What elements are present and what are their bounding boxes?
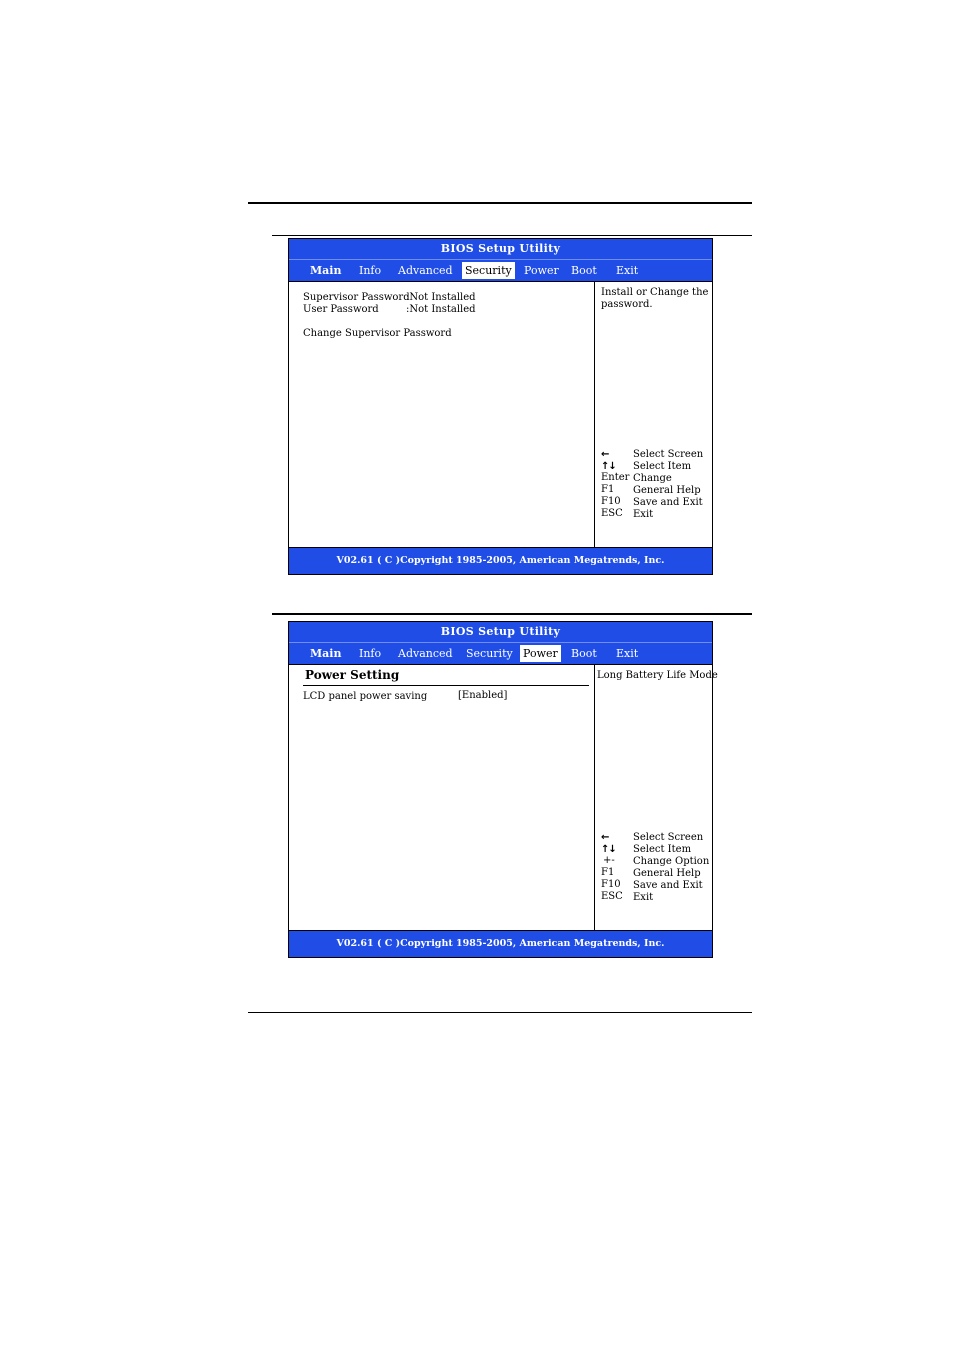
copyright-footer: V02.61 ( C )Copyright 1985-2005, American Megatrends, Inc. xyxy=(289,930,712,957)
page-top-rule xyxy=(248,202,752,204)
key-help-exit: Exit xyxy=(633,892,654,903)
section-divider xyxy=(303,685,589,686)
lcd-power-saving-label: LCD panel power saving xyxy=(303,691,428,702)
left-arrow-icon: ← xyxy=(601,449,609,460)
tab-info[interactable]: Info xyxy=(359,264,382,277)
bios-menu-bar xyxy=(289,259,712,281)
lcd-power-saving-value[interactable]: [Enabled] xyxy=(458,690,508,701)
key-help-general-help: General Help xyxy=(633,868,701,879)
tab-advanced[interactable]: Advanced xyxy=(398,264,453,277)
key-help-save-exit: Save and Exit xyxy=(633,497,703,508)
key-help-exit: Exit xyxy=(633,509,654,520)
supervisor-password-value: :Not Installed xyxy=(406,292,476,303)
change-supervisor-password-item[interactable]: Change Supervisor Password xyxy=(303,328,452,339)
help-text: Long Battery Life Mode xyxy=(597,670,718,681)
key-help-save-exit: Save and Exit xyxy=(633,880,703,891)
key-plus-minus: +- xyxy=(603,855,615,866)
key-f1: F1 xyxy=(601,867,615,878)
key-f10: F10 xyxy=(601,879,621,890)
key-enter: Enter xyxy=(601,472,630,483)
tab-boot[interactable]: Boot xyxy=(571,647,597,660)
supervisor-password-label: Supervisor Password xyxy=(303,292,410,303)
bios-screen-security xyxy=(288,238,713,575)
help-pane xyxy=(595,282,712,547)
tab-security[interactable]: Security xyxy=(466,647,513,660)
key-help-change: Change xyxy=(633,473,672,484)
settings-pane xyxy=(289,665,595,930)
figure2-top-rule xyxy=(272,613,752,615)
tab-power[interactable]: Power xyxy=(520,645,561,662)
key-help-select-screen: Select Screen xyxy=(633,832,704,843)
tab-main[interactable]: Main xyxy=(310,647,342,660)
bios-title: BIOS Setup Utility xyxy=(289,239,712,259)
user-password-value: :Not Installed xyxy=(406,304,476,315)
copyright-footer: V02.61 ( C )Copyright 1985-2005, American Megatrends, Inc. xyxy=(289,547,712,574)
tab-exit[interactable]: Exit xyxy=(616,647,639,660)
tab-boot[interactable]: Boot xyxy=(571,264,597,277)
up-down-arrow-icon: ↑↓ xyxy=(601,461,616,472)
key-esc: ESC xyxy=(601,891,623,902)
tab-main[interactable]: Main xyxy=(310,264,342,277)
bios-menu-bar xyxy=(289,642,712,664)
key-f10: F10 xyxy=(601,496,621,507)
help-pane xyxy=(595,665,718,930)
bios-screen-power xyxy=(288,621,718,958)
up-down-arrow-icon: ↑↓ xyxy=(601,844,616,855)
figure1-top-rule xyxy=(272,235,752,236)
bios-body xyxy=(289,281,712,547)
key-help-select-item: Select Item xyxy=(633,844,692,855)
tab-exit[interactable]: Exit xyxy=(616,264,639,277)
key-help-change-option: Change Option xyxy=(633,856,710,867)
section-title: Power Setting xyxy=(305,668,400,682)
key-esc: ESC xyxy=(601,508,623,519)
key-help-select-screen: Select Screen xyxy=(633,449,704,460)
page-bottom-rule xyxy=(248,1012,752,1013)
help-text: Install or Change the password. xyxy=(601,287,709,310)
bios-body xyxy=(289,664,718,930)
settings-pane xyxy=(289,282,595,547)
tab-power[interactable]: Power xyxy=(524,264,559,277)
key-help-general-help: General Help xyxy=(633,485,701,496)
key-help-select-item: Select Item xyxy=(633,461,692,472)
left-arrow-icon: ← xyxy=(601,832,609,843)
user-password-label: User Password xyxy=(303,304,379,315)
key-f1: F1 xyxy=(601,484,615,495)
tab-security[interactable]: Security xyxy=(462,262,515,279)
bios-title: BIOS Setup Utility xyxy=(289,622,712,642)
tab-info[interactable]: Info xyxy=(359,647,382,660)
tab-advanced[interactable]: Advanced xyxy=(398,647,453,660)
